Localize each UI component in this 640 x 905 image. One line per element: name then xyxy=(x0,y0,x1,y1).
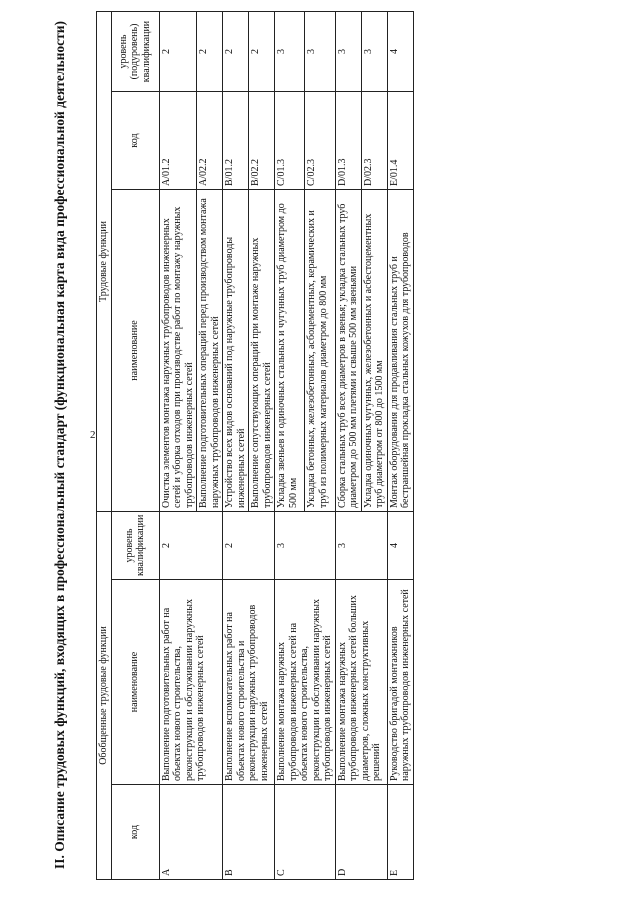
group-level: 3 xyxy=(275,512,336,580)
group-level: 2 xyxy=(223,512,275,580)
function-code: C/01.3 xyxy=(275,92,305,190)
function-name: Укладка одиночных чугунных, железобетонных и асбестоцементных труб диаметром от 800 до 1500 мм xyxy=(361,190,387,512)
function-name: Выполнение подготовительных операций перед производством монтажа наружных трубопроводов инженерных сетей xyxy=(197,190,223,512)
group-code: D xyxy=(335,785,387,880)
function-code: A/01.2 xyxy=(159,92,197,190)
group-level: 3 xyxy=(335,512,387,580)
function-name: Устройство всех видов оснований под наружные трубопроводы инженерных сетей xyxy=(223,190,249,512)
function-code: B/02.2 xyxy=(249,92,275,190)
page-number: 2 xyxy=(90,429,96,441)
rotated-document xyxy=(52,10,612,880)
group-code: E xyxy=(387,785,413,880)
header-level: уровень квалификации xyxy=(111,512,159,580)
group-name: Руководство бригадой монтажников наружных трубопроводов инженерных сетей xyxy=(387,580,413,785)
functional-map-table xyxy=(96,11,414,880)
function-level: 2 xyxy=(197,12,223,92)
function-name: Сборка стальных труб всех диаметров в звенья; укладка стальных труб диаметром до 500 мм плетями и свыше 500 мм звеньями xyxy=(335,190,361,512)
function-level: 2 xyxy=(249,12,275,92)
header-sublevel: уровень (подуровень) квалификации xyxy=(111,12,159,92)
header-function-code: код xyxy=(111,92,159,190)
group-name: Выполнение монтажа наружных трубопроводов инженерных сетей больших диаметров, сложных конструктивных решений xyxy=(335,580,387,785)
group-code: A xyxy=(159,785,223,880)
function-name: Выполнение сопутствующих операций при монтаже наружных трубопроводов инженерных сетей xyxy=(249,190,275,512)
header-name: наименование xyxy=(111,580,159,785)
table-row xyxy=(335,12,361,880)
function-level: 3 xyxy=(305,12,335,92)
function-code: A/02.2 xyxy=(197,92,223,190)
table-row xyxy=(275,12,305,880)
document-title: II. Описание трудовых функций, входящих в профессиональный стандарт (функциональная карта вида профессиональной деятельности) xyxy=(52,20,67,870)
function-name: Укладка звеньев и одиночных стальных и чугунных труб диаметром до 500 мм xyxy=(275,190,305,512)
header-generalized: Обобщенные трудовые функции xyxy=(97,512,112,880)
function-name: Укладка бетонных, железобетонных, асбоцементных, керамических и труб из полимерных материалов диаметром до 800 мм xyxy=(305,190,335,512)
function-level: 4 xyxy=(387,12,413,92)
function-code: E/01.4 xyxy=(387,92,413,190)
group-level: 2 xyxy=(159,512,223,580)
function-code: D/01.3 xyxy=(335,92,361,190)
function-level: 2 xyxy=(159,12,197,92)
group-name: Выполнение вспомогательных работ на объектах нового строительства и реконструкции наружных трубопроводов инженерных сетей xyxy=(223,580,275,785)
group-code: C xyxy=(275,785,336,880)
group-level: 4 xyxy=(387,512,413,580)
table-row xyxy=(159,12,197,880)
function-level: 3 xyxy=(275,12,305,92)
group-code: B xyxy=(223,785,275,880)
function-name: Монтаж оборудования для продавливания стальных труб и бестраншейная прокладка стальных кожухов для трубопроводов xyxy=(387,190,413,512)
function-code: B/01.2 xyxy=(223,92,249,190)
group-name: Выполнение подготовительных работ на объектах нового строительства, реконструкции и обслуживании наружных трубопроводов инженерных сетей xyxy=(159,580,223,785)
function-code: D/02.3 xyxy=(361,92,387,190)
header-function-name: наименование xyxy=(111,190,159,512)
header-functions: Трудовые функции xyxy=(97,12,112,512)
table-row xyxy=(223,12,249,880)
group-name: Выполнение монтажа наружных трубопроводов инженерных сетей на объектах нового строительства, реконструкции и обслуживании наружных трубопроводов инженерных сетей xyxy=(275,580,336,785)
function-code: C/02.3 xyxy=(305,92,335,190)
table-row xyxy=(387,12,413,880)
function-level: 2 xyxy=(223,12,249,92)
function-name: Очистка элементов монтажа наружных трубопроводов инженерных сетей и уборка отходов при производстве работ по монтажу наружных трубопроводов инженерных сетей xyxy=(159,190,197,512)
function-level: 3 xyxy=(335,12,361,92)
header-code: код xyxy=(111,785,159,880)
function-level: 3 xyxy=(361,12,387,92)
